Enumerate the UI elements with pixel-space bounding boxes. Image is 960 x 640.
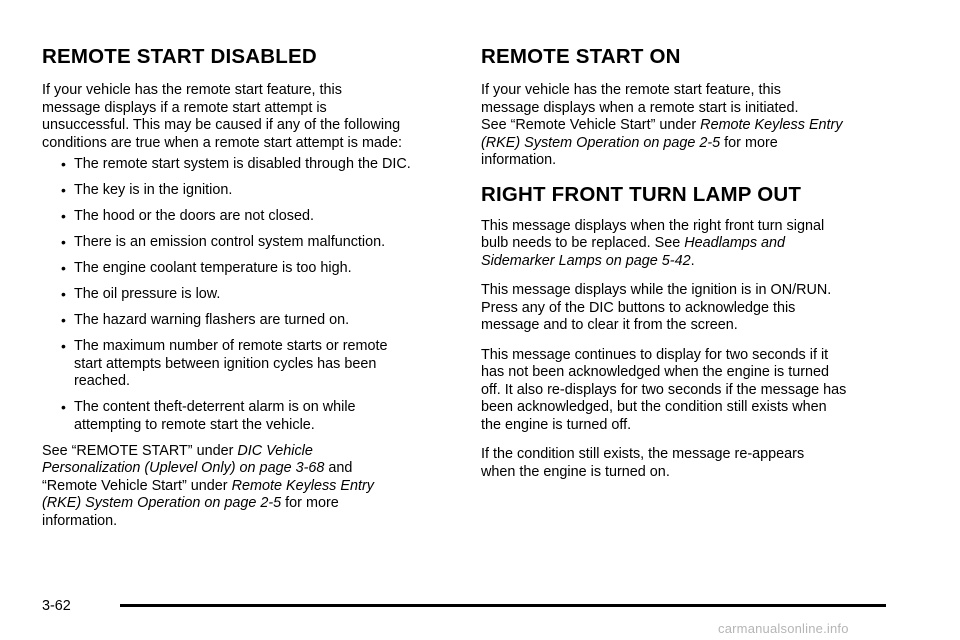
bullet-icon: • bbox=[61, 156, 66, 172]
page-reference-link: (RKE) System Operation on page 2-5 bbox=[42, 495, 282, 511]
intro-paragraph bbox=[42, 82, 462, 152]
body-line: message and to clear it from the screen. bbox=[481, 317, 738, 333]
page-reference-link: (RKE) System Operation on page 2-5 bbox=[481, 134, 721, 151]
remote-start-on-paragraph bbox=[481, 82, 901, 170]
left-column bbox=[42, 44, 462, 542]
body-line: has not been acknowledged when the engine is turned bbox=[481, 364, 830, 380]
intro-line: unsuccessful. This may be caused if any of the following bbox=[42, 117, 401, 133]
turn-lamp-paragraph bbox=[481, 218, 901, 271]
body-line: . bbox=[690, 252, 695, 269]
list-item-text: There is an emission control system malfunction. bbox=[74, 234, 386, 250]
list-item bbox=[42, 234, 462, 252]
page-reference-link: Remote Keyless Entry bbox=[231, 477, 374, 494]
see-also-paragraph bbox=[42, 443, 462, 531]
body-line: message displays when a remote start is initiated. bbox=[481, 99, 799, 116]
body-line: See “Remote Vehicle Start” under bbox=[481, 117, 701, 133]
watermark: carmanualsonline.info bbox=[718, 621, 849, 636]
page-number: 3-62 bbox=[42, 598, 71, 614]
list-item bbox=[42, 208, 462, 226]
list-item-text: The hood or the doors are not closed. bbox=[74, 208, 314, 224]
list-item-text: The key is in the ignition. bbox=[74, 182, 233, 198]
intro-line: conditions are true when a remote start attempt is made: bbox=[42, 134, 402, 151]
list-item-text: The remote start system is disabled through the DIC. bbox=[74, 156, 411, 172]
page-reference-link: DIC Vehicle bbox=[237, 442, 313, 459]
continues-paragraph bbox=[481, 347, 901, 435]
page-reference-link: Headlamps and bbox=[684, 235, 786, 251]
body-line: bulb needs to be replaced. See bbox=[481, 235, 685, 251]
bullet-icon: • bbox=[61, 312, 66, 328]
list-item bbox=[42, 286, 462, 304]
list-item-text: The hazard warning flashers are turned on. bbox=[74, 312, 350, 328]
body-line: information. bbox=[481, 152, 557, 168]
ignition-paragraph bbox=[481, 282, 901, 335]
bullet-icon: • bbox=[61, 208, 66, 224]
page-reference-link: Personalization (Uplevel Only) on page 3-68 bbox=[42, 460, 325, 476]
bullet-icon: • bbox=[61, 399, 66, 415]
footer-divider bbox=[120, 604, 886, 607]
body-line: If the condition still exists, the message re-appears bbox=[481, 446, 805, 462]
body-line: the engine is turned off. bbox=[481, 416, 632, 433]
body-line: If your vehicle has the remote start feature, this bbox=[481, 82, 781, 98]
body-line: when the engine is turned on. bbox=[481, 463, 670, 480]
intro-line: message displays if a remote start attempt is bbox=[42, 99, 327, 116]
list-item-text: The oil pressure is low. bbox=[74, 286, 221, 302]
body-line: This message displays when the right front turn signal bbox=[481, 217, 825, 234]
see-text: and bbox=[324, 460, 353, 476]
body-line: This message displays while the ignition is in ON/RUN. bbox=[481, 282, 832, 298]
condition-list bbox=[42, 156, 462, 434]
see-text: “Remote Vehicle Start” under bbox=[42, 477, 232, 494]
list-item bbox=[42, 260, 462, 278]
list-item-text: attempting to remote start the vehicle. bbox=[74, 416, 315, 433]
body-line: Press any of the DIC buttons to acknowledge this bbox=[481, 299, 796, 316]
see-text: for more bbox=[281, 495, 339, 511]
intro-line: If your vehicle has the remote start feature, this bbox=[42, 82, 342, 98]
body-line: off. It also re-displays for two seconds if the message has bbox=[481, 381, 847, 398]
list-item bbox=[42, 312, 462, 330]
condition-exists-paragraph bbox=[481, 446, 901, 481]
see-text: information. bbox=[42, 512, 118, 529]
list-item-text: The content theft-deterrent alarm is on while bbox=[74, 399, 356, 415]
list-item-text: start attempts between ignition cycles has been bbox=[74, 355, 377, 372]
list-item bbox=[42, 156, 462, 174]
list-item bbox=[42, 399, 462, 434]
body-line: for more bbox=[720, 134, 778, 151]
bullet-icon: • bbox=[61, 182, 66, 198]
right-column bbox=[481, 44, 901, 493]
section-heading-right-front-turn-lamp-out: RIGHT FRONT TURN LAMP OUT bbox=[481, 182, 802, 206]
section-heading-remote-start-on: REMOTE START ON bbox=[481, 45, 681, 68]
see-text: See “REMOTE START” under bbox=[42, 442, 238, 459]
bullet-icon: • bbox=[61, 234, 66, 250]
list-item-text: The maximum number of remote starts or remote bbox=[74, 338, 388, 354]
list-item bbox=[42, 182, 462, 200]
page-reference-link: Remote Keyless Entry bbox=[700, 117, 843, 133]
list-item bbox=[42, 338, 462, 391]
bullet-icon: • bbox=[61, 260, 66, 276]
bullet-icon: • bbox=[61, 286, 66, 302]
body-line: been acknowledged, but the condition still exists when bbox=[481, 399, 827, 415]
page-reference-link: Sidemarker Lamps on page 5-42 bbox=[481, 252, 691, 269]
section-heading-remote-start-disabled: REMOTE START DISABLED bbox=[42, 45, 317, 68]
bullet-icon: • bbox=[61, 338, 66, 354]
list-item-text: The engine coolant temperature is too high. bbox=[74, 260, 352, 276]
body-line: This message continues to display for two seconds if it bbox=[481, 346, 829, 363]
list-item-text: reached. bbox=[74, 373, 131, 389]
